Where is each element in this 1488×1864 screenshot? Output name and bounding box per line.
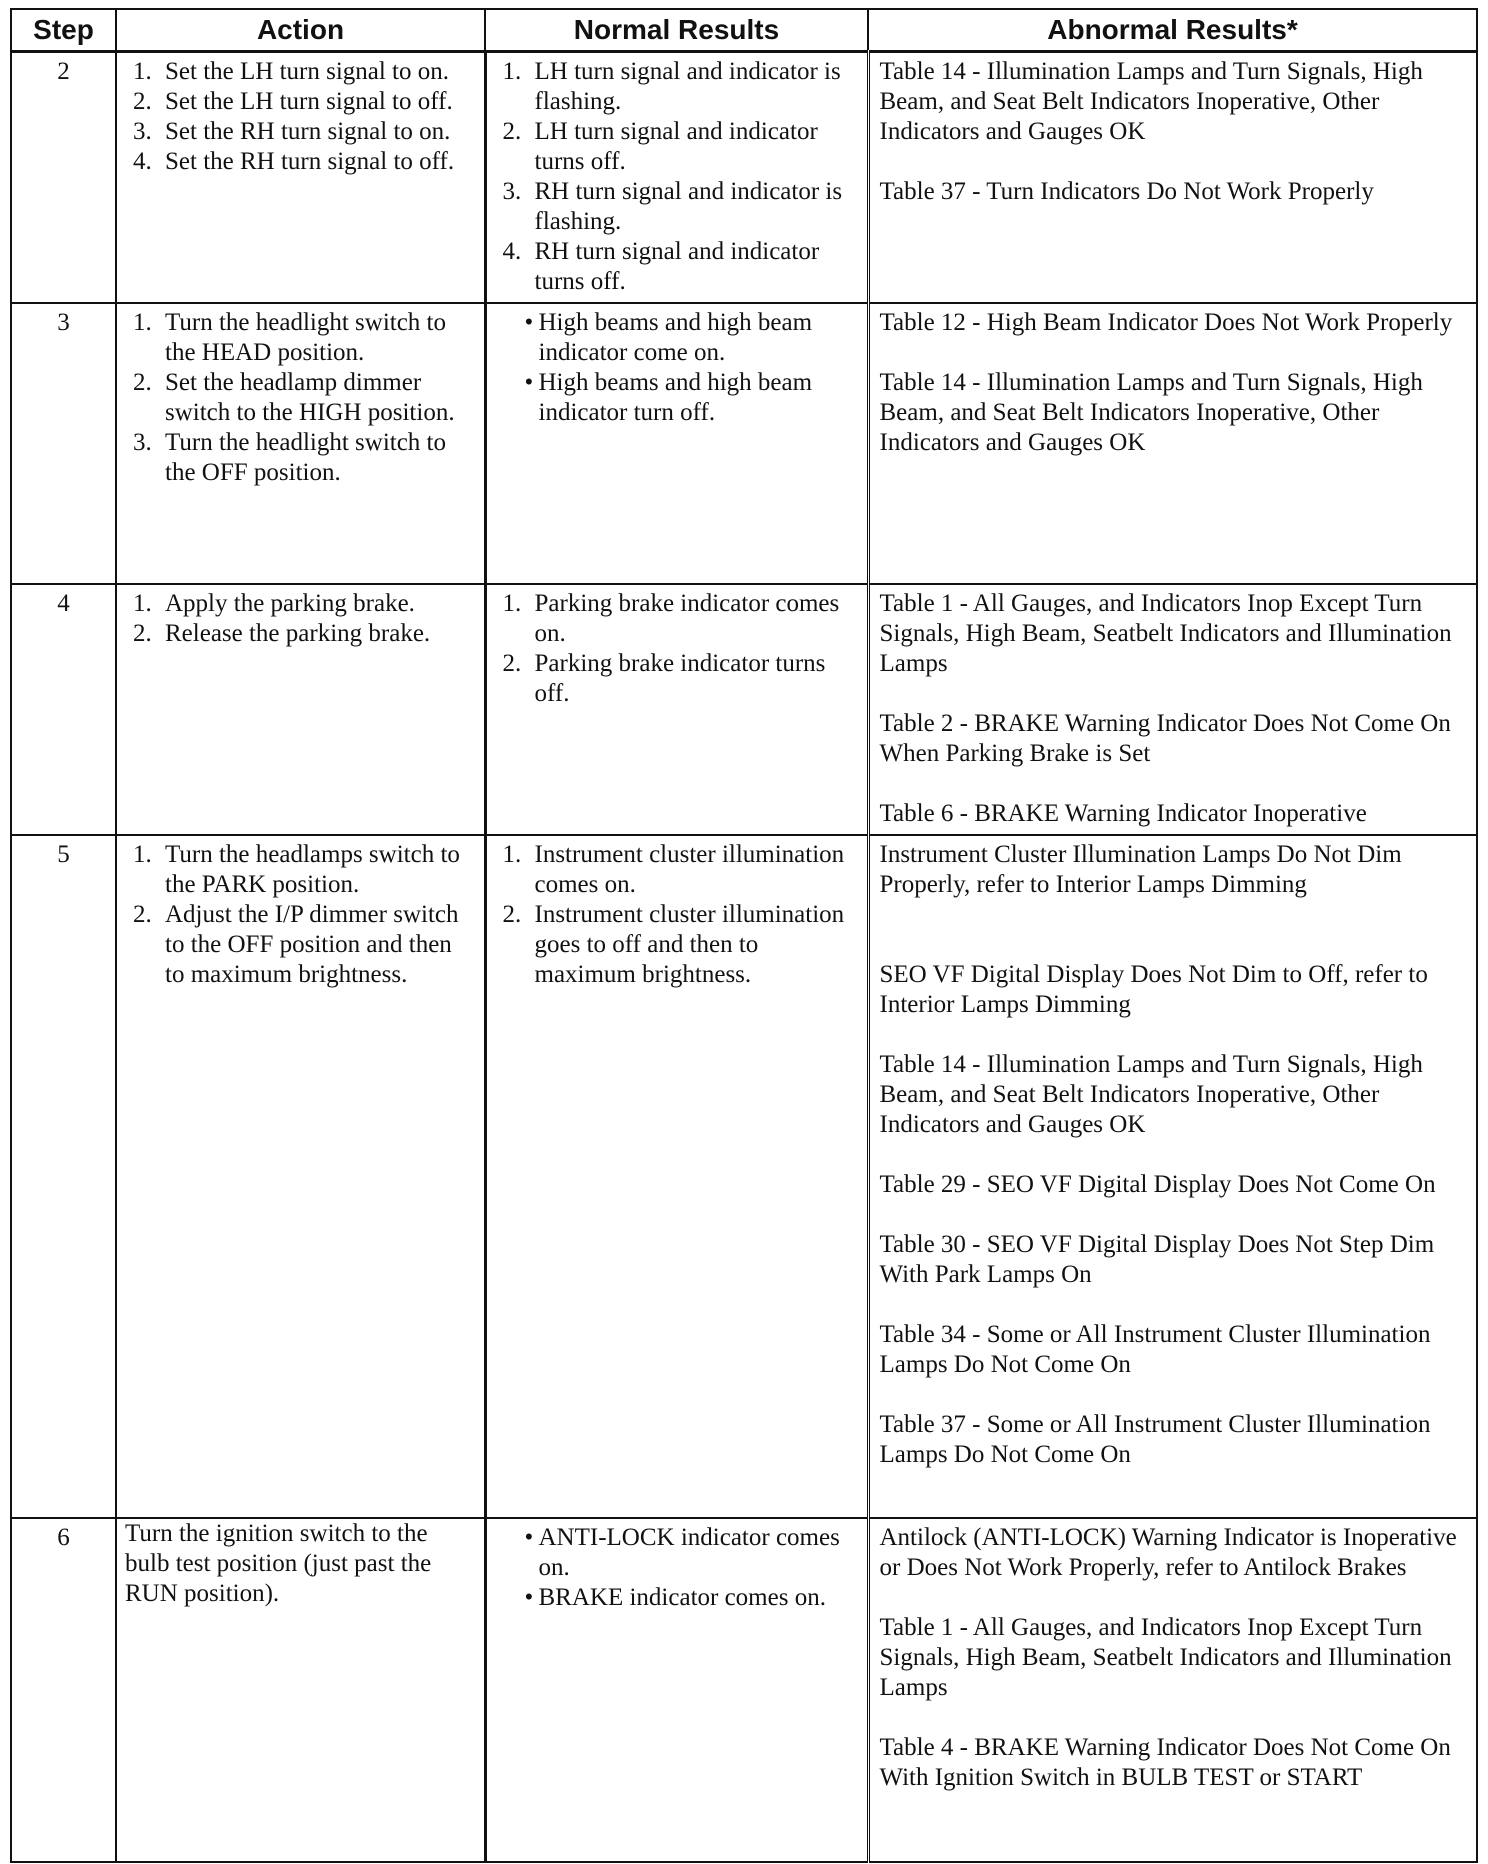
abnormal-result-ref: Table 14 - Illumination Lamps and Turn Signals, High Beam, and Seat Belt Indicators Inoperative, Other Indicators and Gauges OK (879, 1050, 1423, 1138)
abnormal-results-cell (868, 584, 1477, 835)
action-cell (116, 1518, 485, 1862)
action-cell (116, 584, 485, 835)
abnormal-results-cell (868, 1518, 1477, 1862)
table-row (11, 52, 1477, 303)
normal-result-item: 1. Parking brake indicator comes on. (502, 589, 840, 647)
header-action: Action (116, 9, 485, 52)
table-row (11, 584, 1477, 835)
normal-result-item: • High beams and high beam indicator come on. (539, 308, 857, 368)
step-number: 2 (11, 52, 116, 303)
abnormal-result-ref: Table 1 - All Gauges, and Indicators Inop Except Turn Signals, High Beam, Seatbelt Indicators and Illumination Lamps (879, 1613, 1452, 1701)
action-item: 3. Turn the headlight switch to the OFF position. (133, 428, 447, 486)
header-normal-results: Normal Results (485, 9, 868, 52)
action-item: 1. Turn the headlamps switch to the PARK position. (133, 840, 460, 898)
normal-results-cell (485, 52, 868, 303)
abnormal-result-ref: Table 34 - Some or All Instrument Cluster Illumination Lamps Do Not Come On (879, 1320, 1431, 1378)
abnormal-result-ref: SEO VF Digital Display Does Not Dim to Off, refer to Interior Lamps Dimming (879, 960, 1428, 1018)
action-item: 2. Set the headlamp dimmer switch to the HIGH position. (133, 368, 455, 426)
normal-result-item: • ANTI-LOCK indicator comes on. (539, 1523, 857, 1583)
action-item: 4. Set the RH turn signal to off. (133, 148, 455, 175)
normal-results-cell (485, 1518, 868, 1862)
normal-results-cell (485, 835, 868, 1518)
action-cell (116, 835, 485, 1518)
abnormal-result-ref: Table 6 - BRAKE Warning Indicator Inoperative (879, 799, 1367, 827)
abnormal-result-ref: Antilock (ANTI-LOCK) Warning Indicator is Inoperative or Does Not Work Properly, refer to Antilock Brakes (879, 1523, 1457, 1581)
normal-result-item: 1. Instrument cluster illumination comes on. (502, 840, 845, 898)
step-number: 6 (11, 1518, 116, 1862)
normal-result-item: 2. Instrument cluster illumination goes to off and then to maximum brightness. (502, 900, 845, 988)
normal-results-cell (485, 303, 868, 584)
step-number: 4 (11, 584, 116, 835)
step-number: 3 (11, 303, 116, 584)
header-step: Step (11, 9, 116, 52)
normal-result-item: • BRAKE indicator comes on. (539, 1583, 857, 1613)
action-cell (116, 303, 485, 584)
header-abnormal-results: Abnormal Results* (868, 9, 1477, 52)
action-item: 2. Set the LH turn signal to off. (133, 88, 453, 115)
action-cell (116, 52, 485, 303)
normal-result-item: 1. LH turn signal and indicator is flashing. (502, 58, 841, 115)
abnormal-result-ref: Table 12 - High Beam Indicator Does Not Work Properly (879, 308, 1453, 336)
abnormal-results-cell (868, 835, 1477, 1518)
action-item: 1. Turn the headlight switch to the HEAD position. (133, 308, 447, 366)
action-item: 3. Set the RH turn signal to on. (133, 118, 451, 145)
abnormal-result-ref: Table 37 - Some or All Instrument Cluster Illumination Lamps Do Not Come On (879, 1410, 1431, 1468)
diagnostic-table-page (10, 8, 1476, 1858)
normal-result-item: 2. Parking brake indicator turns off. (502, 649, 826, 707)
action-text: Turn the ignition switch to the bulb test position (just past the RUN position). (125, 1519, 432, 1607)
abnormal-result-ref: Table 14 - Illumination Lamps and Turn Signals, High Beam, and Seat Belt Indicators Inoperative, Other Indicators and Gauges OK (879, 368, 1423, 456)
normal-result-item: 2. LH turn signal and indicator turns off. (502, 118, 818, 175)
diagnostic-table (10, 8, 1478, 1863)
abnormal-results-cell (868, 303, 1477, 584)
header-row (11, 9, 1477, 52)
action-item: 1. Apply the parking brake. (133, 589, 415, 617)
table-row (11, 303, 1477, 584)
normal-result-item: • High beams and high beam indicator turn off. (539, 368, 857, 428)
normal-result-item: 4. RH turn signal and indicator turns off. (502, 238, 820, 295)
normal-results-cell (485, 584, 868, 835)
abnormal-results-cell (868, 52, 1477, 303)
step-number: 5 (11, 835, 116, 1518)
action-item: 2. Adjust the I/P dimmer switch to the OFF position and then to maximum brightness. (133, 900, 459, 988)
normal-result-item: 3. RH turn signal and indicator is flashing. (502, 178, 843, 235)
abnormal-result-ref: Table 37 - Turn Indicators Do Not Work Properly (879, 178, 1374, 205)
action-item: 2. Release the parking brake. (133, 619, 431, 647)
abnormal-result-ref: Table 30 - SEO VF Digital Display Does Not Step Dim With Park Lamps On (879, 1230, 1435, 1288)
abnormal-result-ref: Table 14 - Illumination Lamps and Turn Signals, High Beam, and Seat Belt Indicators Inoperative, Other Indicators and Gauges OK (879, 58, 1423, 145)
abnormal-result-ref: Table 29 - SEO VF Digital Display Does Not Come On (879, 1170, 1436, 1198)
action-item: 1. Set the LH turn signal to on. (133, 58, 449, 85)
abnormal-result-ref: Table 1 - All Gauges, and Indicators Inop Except Turn Signals, High Beam, Seatbelt Indicators and Illumination Lamps (879, 589, 1452, 677)
table-row (11, 835, 1477, 1518)
abnormal-result-ref: Table 2 - BRAKE Warning Indicator Does Not Come On When Parking Brake is Set (879, 709, 1451, 767)
table-row (11, 1518, 1477, 1862)
abnormal-result-ref: Table 4 - BRAKE Warning Indicator Does Not Come On With Ignition Switch in BULB TEST or START (879, 1733, 1451, 1791)
abnormal-result-ref: Instrument Cluster Illumination Lamps Do Not Dim Properly, refer to Interior Lamps Dimming (879, 840, 1402, 898)
